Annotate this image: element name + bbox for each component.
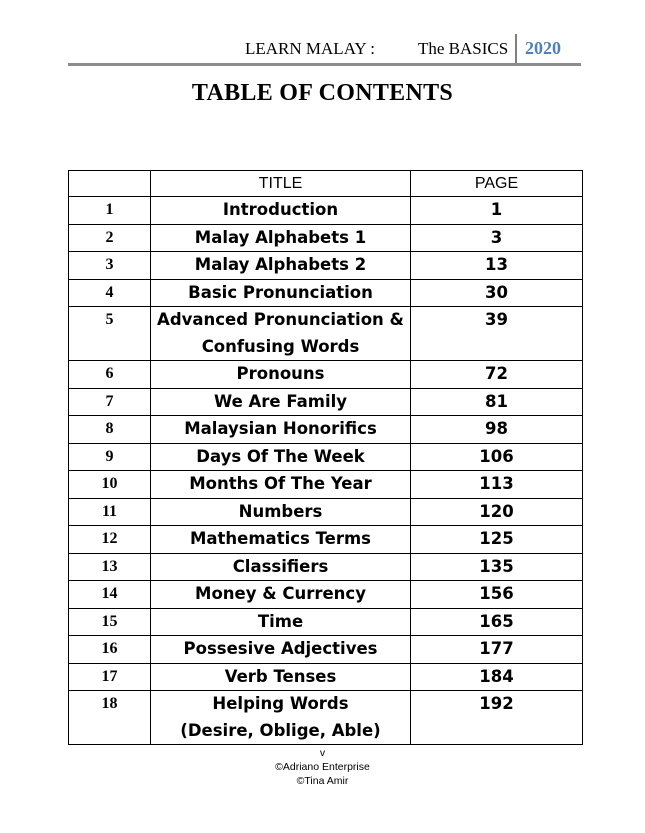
row-number: 14 [69, 581, 151, 609]
table-row [69, 663, 583, 691]
table-row [69, 553, 583, 581]
row-number: 12 [69, 526, 151, 554]
table-row [69, 361, 583, 389]
row-page: 165 [411, 608, 583, 636]
row-number: 4 [69, 279, 151, 307]
table-row [69, 691, 583, 745]
footer-copyright-author: ©Tina Amir [296, 775, 349, 787]
row-number: 6 [69, 361, 151, 389]
row-title-line: Time [257, 611, 304, 631]
column-header-title: TITLE [151, 171, 411, 197]
row-title [151, 691, 411, 745]
table-row [69, 416, 583, 444]
row-number: 18 [69, 691, 151, 745]
table-row [69, 608, 583, 636]
header-subtitle: The BASICS [418, 39, 509, 58]
row-page: 72 [411, 361, 583, 389]
row-title-line: Mathematics Terms [189, 529, 371, 548]
table-row [69, 636, 583, 664]
table-row [69, 443, 583, 471]
row-title-line: Numbers [238, 501, 323, 521]
row-number: 7 [69, 388, 151, 416]
row-title-line: (Desire, Oblige, Able) [180, 720, 381, 740]
row-title [151, 416, 411, 444]
row-title-line: Advanced Pronunciation & [157, 310, 404, 329]
row-number: 3 [69, 252, 151, 280]
row-page: 192 [411, 691, 583, 745]
row-page: 120 [411, 498, 583, 526]
row-title-line: Months Of The Year [189, 474, 372, 493]
row-number: 9 [69, 443, 151, 471]
row-page: 156 [411, 581, 583, 609]
row-title [151, 279, 411, 307]
contents-table [68, 170, 583, 745]
row-number: 1 [69, 197, 151, 225]
row-title [151, 197, 411, 225]
table-row [69, 581, 583, 609]
row-title-line: Pronouns [236, 364, 325, 383]
table-row [69, 498, 583, 526]
row-title [151, 471, 411, 499]
row-title [151, 388, 411, 416]
row-title [151, 608, 411, 636]
page-title: TABLE OF CONTENTS [191, 80, 454, 106]
row-title [151, 224, 411, 252]
row-title [151, 443, 411, 471]
contents-table-body [69, 197, 583, 745]
page-footer [0, 746, 645, 788]
row-title-line: Introduction [222, 200, 339, 219]
row-title [151, 553, 411, 581]
row-title-line: Days Of The Week [196, 446, 365, 466]
row-title [151, 663, 411, 691]
footer-copyright-company: ©Adriano Enterprise [275, 761, 370, 773]
table-row [69, 279, 583, 307]
row-title [151, 498, 411, 526]
running-header [68, 34, 581, 64]
row-title [151, 636, 411, 664]
table-row [69, 224, 583, 252]
row-page: 39 [411, 307, 583, 361]
row-title-line: Classifiers [232, 556, 329, 576]
row-page: 125 [411, 526, 583, 554]
header-rule [68, 63, 581, 66]
header-year: 2020 [525, 38, 561, 58]
row-number: 8 [69, 416, 151, 444]
row-title [151, 307, 411, 361]
row-title [151, 252, 411, 280]
column-header-number [69, 171, 151, 197]
row-title-line: We Are Family [213, 391, 348, 411]
row-number: 17 [69, 663, 151, 691]
table-row [69, 526, 583, 554]
row-page: 184 [411, 663, 583, 691]
row-title-line: Confusing Words [201, 336, 360, 356]
row-title-line: Basic Pronunciation [188, 282, 373, 302]
row-title-line: Verb Tenses [224, 666, 337, 686]
row-number: 5 [69, 307, 151, 361]
row-page: 177 [411, 636, 583, 664]
row-page: 30 [411, 279, 583, 307]
header-book-title: LEARN MALAY : [245, 39, 376, 58]
table-header-row [69, 171, 583, 197]
row-title [151, 581, 411, 609]
row-title-line: Possesive Adjectives [183, 639, 378, 658]
row-page: 13 [411, 252, 583, 280]
table-row [69, 197, 583, 225]
footer-page-number: v [319, 747, 326, 759]
row-title-line: Helping Words [212, 694, 349, 713]
table-row [69, 252, 583, 280]
row-title-line: Malaysian Honorifics [184, 419, 377, 438]
table-row [69, 388, 583, 416]
row-number: 13 [69, 553, 151, 581]
row-number: 10 [69, 471, 151, 499]
row-page: 1 [411, 197, 583, 225]
table-row [69, 307, 583, 361]
row-number: 16 [69, 636, 151, 664]
row-title-line: Money & Currency [195, 584, 366, 603]
row-page: 113 [411, 471, 583, 499]
row-title-line: Malay Alphabets 1 [194, 227, 367, 247]
column-header-page: PAGE [411, 171, 583, 197]
table-row [69, 471, 583, 499]
header-separator [515, 34, 517, 64]
row-title [151, 361, 411, 389]
row-number: 11 [69, 498, 151, 526]
row-title [151, 526, 411, 554]
row-number: 2 [69, 224, 151, 252]
row-number: 15 [69, 608, 151, 636]
row-page: 3 [411, 224, 583, 252]
row-page: 98 [411, 416, 583, 444]
row-page: 106 [411, 443, 583, 471]
row-title-line: Malay Alphabets 2 [194, 255, 367, 274]
row-page: 81 [411, 388, 583, 416]
row-page: 135 [411, 553, 583, 581]
